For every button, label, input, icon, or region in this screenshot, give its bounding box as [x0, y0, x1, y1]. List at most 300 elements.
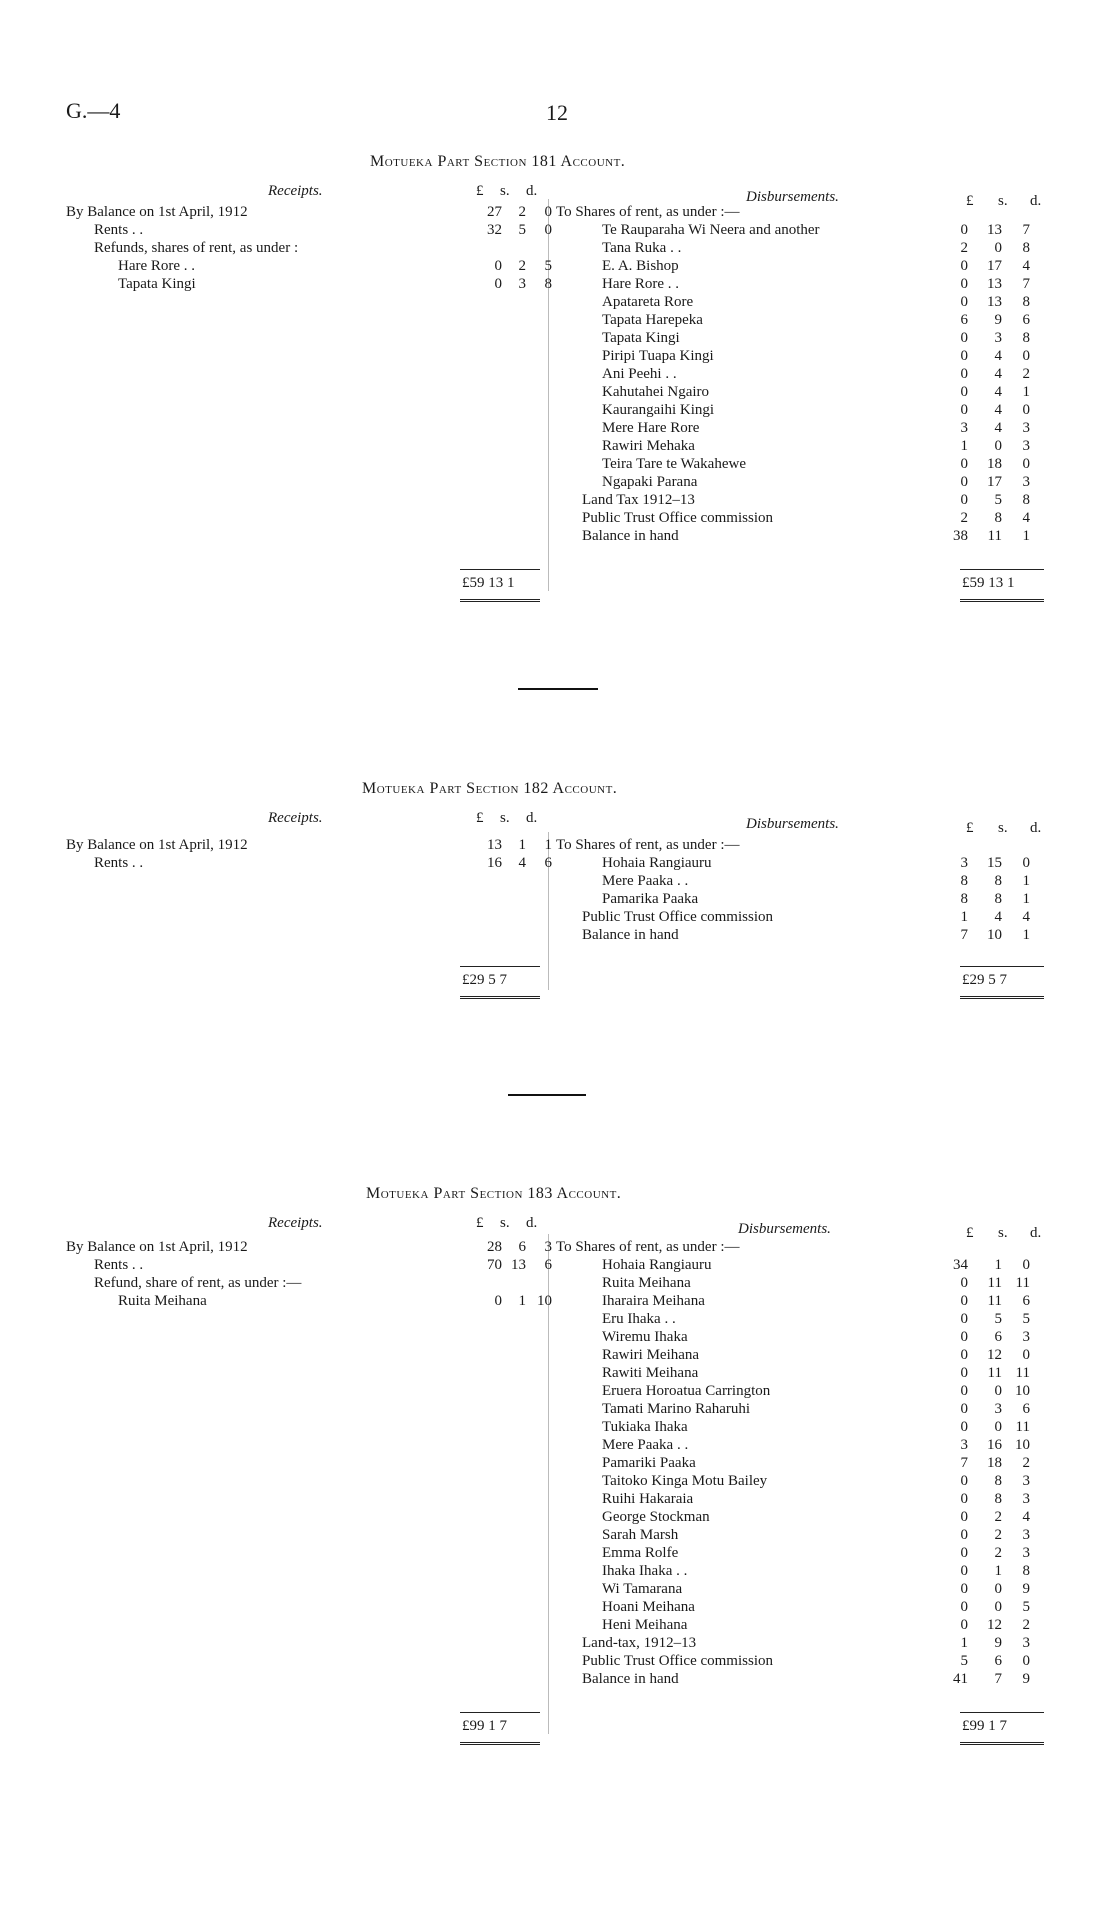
- disbursement-label: Tapata Kingi: [602, 330, 680, 346]
- disbursement-amount-pounds: 0: [960, 1581, 968, 1597]
- receipt-amount-shillings: 13: [511, 1257, 526, 1273]
- disbursement-amount-shillings: 18: [987, 456, 1002, 472]
- disbursements-total-rule: [960, 569, 1044, 570]
- disbursement-amount-shillings: 8: [994, 891, 1002, 907]
- disbursement-amount-shillings: 4: [994, 420, 1002, 436]
- disbursement-label: Tana Ruka . .: [602, 240, 682, 256]
- disbursement-label: Tukiaka Ihaka: [602, 1419, 688, 1435]
- disbursements-col-head: d.: [1030, 1225, 1042, 1241]
- disbursement-label: To Shares of rent, as under :—: [556, 837, 740, 853]
- disbursement-amount-pounds: 0: [960, 456, 968, 472]
- disbursement-amount-pence: 1: [1022, 528, 1030, 544]
- disbursement-amount-pounds: 0: [960, 258, 968, 274]
- receipts-col-head: d.: [526, 1215, 538, 1231]
- section-separator: [518, 688, 598, 690]
- disbursement-label: Mere Paaka . .: [602, 1437, 689, 1453]
- disbursement-amount-shillings: 6: [994, 1653, 1002, 1669]
- disbursement-amount-pence: 9: [1022, 1581, 1030, 1597]
- disbursement-row: [556, 221, 1056, 239]
- receipt-row: [66, 1274, 546, 1292]
- disbursement-amount-pence: 8: [1022, 1563, 1030, 1579]
- disbursement-amount-shillings: 17: [987, 474, 1002, 490]
- disbursement-amount-pounds: 0: [960, 1509, 968, 1525]
- account-title: Motueka Part Section 182 Account.: [362, 780, 618, 797]
- disbursement-amount-shillings: 13: [987, 276, 1002, 292]
- disbursement-amount-pence: 8: [1022, 330, 1030, 346]
- disbursement-amount-shillings: 16: [987, 1437, 1002, 1453]
- disbursement-label: Land Tax 1912–13: [582, 492, 695, 508]
- disbursement-amount-shillings: 11: [987, 1293, 1002, 1309]
- disbursement-amount-pounds: 1: [960, 1635, 968, 1651]
- disbursement-amount-pence: 3: [1022, 474, 1030, 490]
- disbursement-label: Sarah Marsh: [602, 1527, 679, 1543]
- disbursement-amount-pounds: 0: [960, 402, 968, 418]
- receipts-total: £99 1 7: [462, 1718, 507, 1734]
- disbursement-label: Ani Peehi . .: [602, 366, 677, 382]
- receipts-total-rule: [460, 569, 540, 570]
- receipt-row: [66, 854, 552, 872]
- disbursement-amount-pounds: 0: [960, 1527, 968, 1543]
- disbursement-amount-shillings: 3: [994, 1401, 1002, 1417]
- disbursement-amount-pounds: 0: [960, 492, 968, 508]
- disbursement-amount-pounds: 1: [960, 909, 968, 925]
- receipts-col-head: £: [476, 183, 484, 199]
- disbursement-amount-pounds: 0: [960, 474, 968, 490]
- disbursement-amount-pounds: 0: [960, 1599, 968, 1615]
- disbursement-amount-shillings: 8: [994, 873, 1002, 889]
- disbursement-row: [556, 1526, 1056, 1544]
- receipt-amount-shillings: 3: [518, 276, 526, 292]
- receipts-col-head: £: [476, 1215, 484, 1231]
- disbursement-label: Hare Rore . .: [602, 276, 680, 292]
- receipts-double-rule: [460, 1742, 540, 1745]
- disbursements-double-rule: [960, 599, 1044, 602]
- disbursement-amount-shillings: 1: [994, 1257, 1002, 1273]
- receipt-amount-shillings: 1: [518, 1293, 526, 1309]
- receipt-amount-pence: 8: [544, 276, 552, 292]
- disbursement-row: [556, 1580, 1056, 1598]
- disbursement-amount-pence: 4: [1022, 909, 1030, 925]
- disbursement-amount-shillings: 4: [994, 384, 1002, 400]
- disbursement-amount-pounds: 7: [960, 1455, 968, 1471]
- receipt-row: [66, 221, 552, 239]
- disbursement-amount-pounds: 0: [960, 1401, 968, 1417]
- disbursement-row: [556, 347, 1056, 365]
- disbursement-amount-pence: 4: [1022, 510, 1030, 526]
- disbursement-amount-pounds: 2: [960, 240, 968, 256]
- disbursement-amount-shillings: 1: [994, 1563, 1002, 1579]
- disbursement-amount-pounds: 8: [960, 891, 968, 907]
- disbursement-row: [556, 491, 1056, 509]
- disbursement-label: Eruera Horoatua Carrington: [602, 1383, 771, 1399]
- disbursements-col-head: s.: [998, 820, 1008, 836]
- disbursement-label: Piripi Tuapa Kingi: [602, 348, 714, 364]
- disbursement-label: Eru Ihaka . .: [602, 1311, 676, 1327]
- disbursement-label: Hohaia Rangiauru: [602, 855, 712, 871]
- disbursement-amount-pounds: 2: [960, 510, 968, 526]
- receipt-amount-shillings: 6: [518, 1239, 526, 1255]
- disbursement-label: George Stockman: [602, 1509, 710, 1525]
- disbursements-col-head: d.: [1030, 193, 1042, 209]
- disbursement-row: [556, 908, 1056, 926]
- disbursement-row: [556, 509, 1056, 527]
- disbursement-label: Wiremu Ihaka: [602, 1329, 688, 1345]
- disbursement-row: [556, 257, 1056, 275]
- disbursement-label: Ngapaki Parana: [602, 474, 698, 490]
- disbursement-label: Ruihi Hakaraia: [602, 1491, 694, 1507]
- receipt-row: [66, 836, 552, 854]
- disbursement-row: [556, 239, 1056, 257]
- disbursement-amount-shillings: 4: [994, 366, 1002, 382]
- disbursements-heading: Disbursements.: [746, 816, 839, 832]
- disbursement-amount-pounds: 0: [960, 1617, 968, 1633]
- disbursement-amount-shillings: 0: [994, 1599, 1002, 1615]
- receipts-heading: Receipts.: [268, 810, 323, 826]
- disbursement-label: Ihaka Ihaka . .: [602, 1563, 688, 1579]
- disbursement-row: [556, 1346, 1056, 1364]
- disbursement-label: To Shares of rent, as under :—: [556, 204, 740, 220]
- disbursement-row: [556, 1454, 1056, 1472]
- disbursement-amount-pounds: 0: [960, 330, 968, 346]
- disbursement-label: Pamariki Paaka: [602, 1455, 696, 1471]
- disbursements-double-rule: [960, 996, 1044, 999]
- disbursement-amount-shillings: 3: [994, 330, 1002, 346]
- disbursement-amount-pounds: 0: [960, 294, 968, 310]
- disbursement-amount-shillings: 8: [994, 510, 1002, 526]
- disbursement-amount-shillings: 10: [987, 927, 1002, 943]
- receipt-amount-pounds: 28: [487, 1239, 502, 1255]
- disbursement-amount-shillings: 5: [994, 1311, 1002, 1327]
- disbursement-row: [556, 854, 1056, 872]
- receipts-total: £29 5 7: [462, 972, 507, 988]
- disbursement-amount-pence: 3: [1022, 1491, 1030, 1507]
- disbursement-amount-pounds: 0: [960, 1419, 968, 1435]
- disbursement-amount-pounds: 0: [960, 384, 968, 400]
- disbursement-amount-pounds: 8: [960, 873, 968, 889]
- disbursement-amount-pounds: 0: [960, 366, 968, 382]
- disbursement-amount-shillings: 11: [987, 528, 1002, 544]
- receipt-amount-pence: 0: [544, 204, 552, 220]
- disbursements-total-rule: [960, 1712, 1044, 1713]
- disbursement-amount-shillings: 0: [994, 240, 1002, 256]
- receipt-amount-pence: 3: [544, 1239, 552, 1255]
- receipt-label: Ruita Meihana: [118, 1293, 207, 1309]
- disbursement-amount-shillings: 11: [987, 1365, 1002, 1381]
- disbursement-label: Taitoko Kinga Motu Bailey: [602, 1473, 768, 1489]
- disbursement-row: [556, 1598, 1056, 1616]
- disbursement-amount-pounds: 0: [960, 1347, 968, 1363]
- disbursement-row: [556, 1490, 1056, 1508]
- disbursement-label: Mere Paaka . .: [602, 873, 689, 889]
- disbursements-total: £99 1 7: [962, 1718, 1007, 1734]
- disbursement-row: [556, 311, 1056, 329]
- disbursement-label: Te Rauparaha Wi Neera and another: [602, 222, 820, 238]
- disbursement-amount-pence: 1: [1022, 873, 1030, 889]
- disbursement-row: [556, 527, 1056, 545]
- disbursement-amount-pence: 4: [1022, 1509, 1030, 1525]
- disbursement-amount-shillings: 2: [994, 1545, 1002, 1561]
- disbursement-label: Land-tax, 1912–13: [582, 1635, 697, 1651]
- receipts-col-head: s.: [500, 1215, 510, 1231]
- receipt-row: [66, 1238, 552, 1256]
- disbursement-amount-pounds: 0: [960, 1365, 968, 1381]
- disbursement-amount-shillings: 2: [994, 1509, 1002, 1525]
- disbursement-amount-pence: 0: [1022, 855, 1030, 871]
- disbursement-row: [556, 926, 1056, 944]
- disbursement-amount-pence: 6: [1022, 1293, 1030, 1309]
- disbursement-amount-shillings: 0: [994, 1581, 1002, 1597]
- disbursement-amount-pence: 11: [1015, 1419, 1030, 1435]
- page-number: 12: [546, 100, 568, 125]
- receipt-row: [66, 275, 552, 293]
- disbursement-row: [556, 1310, 1056, 1328]
- receipt-amount-pounds: 13: [487, 837, 502, 853]
- receipts-double-rule: [460, 599, 540, 602]
- receipt-amount-pounds: 27: [487, 204, 502, 220]
- disbursement-label: To Shares of rent, as under :—: [556, 1239, 740, 1255]
- receipt-amount-pounds: 16: [487, 855, 502, 871]
- disbursement-amount-pounds: 3: [960, 1437, 968, 1453]
- disbursement-amount-pounds: 0: [960, 348, 968, 364]
- disbursement-label: Rawiti Meihana: [602, 1365, 699, 1381]
- receipt-label: By Balance on 1st April, 1912: [66, 837, 248, 853]
- disbursement-amount-pounds: 3: [960, 855, 968, 871]
- disbursement-amount-pence: 10: [1015, 1437, 1030, 1453]
- disbursement-amount-pence: 0: [1022, 456, 1030, 472]
- disbursement-amount-shillings: 12: [987, 1617, 1002, 1633]
- disbursement-label: Hohaia Rangiauru: [602, 1257, 712, 1273]
- disbursement-label: Public Trust Office commission: [582, 1653, 773, 1669]
- disbursement-amount-pounds: 0: [960, 1329, 968, 1345]
- disbursement-amount-shillings: 18: [987, 1455, 1002, 1471]
- disbursement-amount-pence: 6: [1022, 312, 1030, 328]
- disbursement-row: [556, 1544, 1056, 1562]
- disbursement-amount-shillings: 7: [994, 1671, 1002, 1687]
- disbursement-amount-pence: 0: [1022, 348, 1030, 364]
- disbursement-amount-pence: 6: [1022, 1401, 1030, 1417]
- disbursement-label: Tamati Marino Raharuhi: [602, 1401, 751, 1417]
- disbursement-row: [556, 1472, 1056, 1490]
- receipts-total: £59 13 1: [462, 575, 515, 591]
- disbursements-total-rule: [960, 966, 1044, 967]
- receipt-label: By Balance on 1st April, 1912: [66, 204, 248, 220]
- receipt-label: Rents . .: [94, 855, 144, 871]
- disbursement-amount-shillings: 0: [994, 438, 1002, 454]
- disbursement-label: Iharaira Meihana: [602, 1293, 705, 1309]
- disbursement-amount-pence: 7: [1022, 222, 1030, 238]
- section-separator: [508, 1094, 586, 1096]
- disbursement-label: Balance in hand: [582, 1671, 679, 1687]
- disbursement-amount-shillings: 11: [987, 1275, 1002, 1291]
- receipt-amount-pence: 6: [544, 855, 552, 871]
- receipts-col-head: d.: [526, 183, 538, 199]
- disbursement-amount-pounds: 0: [960, 1275, 968, 1291]
- disbursement-amount-pounds: 0: [960, 1563, 968, 1579]
- disbursement-label: Balance in hand: [582, 528, 679, 544]
- disbursement-label: Kaurangaihi Kingi: [602, 402, 715, 418]
- disbursement-amount-pounds: 5: [960, 1653, 968, 1669]
- disbursements-double-rule: [960, 1742, 1044, 1745]
- disbursement-label: Rawiri Mehaka: [602, 438, 695, 454]
- receipt-row: [66, 239, 546, 257]
- disbursement-amount-pounds: 0: [960, 1311, 968, 1327]
- disbursement-row: [556, 473, 1056, 491]
- receipt-amount-pounds: 0: [494, 258, 502, 274]
- disbursement-label: Hoani Meihana: [602, 1599, 695, 1615]
- receipt-row: [66, 1292, 552, 1310]
- document-reference: G.—4: [66, 98, 121, 123]
- disbursement-amount-shillings: 8: [994, 1491, 1002, 1507]
- disbursements-col-head: £: [966, 820, 974, 836]
- disbursement-row: [556, 1634, 1056, 1652]
- disbursement-row: [556, 455, 1056, 473]
- disbursement-amount-shillings: 9: [994, 312, 1002, 328]
- disbursement-amount-pence: 3: [1022, 1527, 1030, 1543]
- disbursements-col-head: d.: [1030, 820, 1042, 836]
- disbursement-row: [556, 890, 1056, 908]
- disbursement-row: [556, 437, 1056, 455]
- disbursement-amount-shillings: 9: [994, 1635, 1002, 1651]
- receipt-row: [66, 1256, 552, 1274]
- disbursement-amount-pence: 3: [1022, 438, 1030, 454]
- disbursement-label: Balance in hand: [582, 927, 679, 943]
- disbursement-label: Pamarika Paaka: [602, 891, 699, 907]
- disbursement-amount-pence: 3: [1022, 1545, 1030, 1561]
- receipt-amount-pence: 1: [544, 837, 552, 853]
- disbursement-amount-shillings: 0: [994, 1419, 1002, 1435]
- receipt-row: [66, 257, 552, 275]
- disbursement-label: Apatareta Rore: [602, 294, 694, 310]
- disbursement-row: [556, 1364, 1056, 1382]
- disbursement-amount-pence: 0: [1022, 1257, 1030, 1273]
- disbursement-row: [556, 1616, 1056, 1634]
- disbursement-row: [556, 1400, 1056, 1418]
- disbursement-row: [556, 383, 1056, 401]
- disbursement-amount-pounds: 1: [960, 438, 968, 454]
- disbursement-amount-pence: 11: [1015, 1365, 1030, 1381]
- disbursement-amount-pence: 5: [1022, 1311, 1030, 1327]
- disbursement-amount-pence: 0: [1022, 402, 1030, 418]
- disbursement-row: [556, 401, 1056, 419]
- disbursement-amount-pence: 4: [1022, 258, 1030, 274]
- disbursement-amount-pence: 1: [1022, 891, 1030, 907]
- disbursement-amount-shillings: 13: [987, 294, 1002, 310]
- disbursement-label: Rawiri Meihana: [602, 1347, 700, 1363]
- disbursement-amount-pounds: 34: [953, 1257, 968, 1273]
- disbursement-row: [556, 1436, 1056, 1454]
- disbursement-amount-pounds: 0: [960, 222, 968, 238]
- receipt-amount-pence: 5: [544, 258, 552, 274]
- disbursement-amount-pence: 3: [1022, 1473, 1030, 1489]
- disbursement-amount-pence: 11: [1015, 1275, 1030, 1291]
- disbursement-amount-shillings: 0: [994, 1383, 1002, 1399]
- disbursement-amount-shillings: 2: [994, 1527, 1002, 1543]
- disbursement-amount-pence: 9: [1022, 1671, 1030, 1687]
- disbursement-amount-shillings: 8: [994, 1473, 1002, 1489]
- disbursement-row: [556, 419, 1056, 437]
- disbursement-amount-pence: 3: [1022, 420, 1030, 436]
- disbursement-amount-shillings: 4: [994, 402, 1002, 418]
- receipts-heading: Receipts.: [268, 183, 323, 199]
- disbursement-row: [556, 293, 1056, 311]
- disbursement-amount-shillings: 13: [987, 222, 1002, 238]
- disbursement-amount-shillings: 17: [987, 258, 1002, 274]
- disbursements-col-head: s.: [998, 1225, 1008, 1241]
- receipts-col-head: £: [476, 810, 484, 826]
- receipts-heading: Receipts.: [268, 1215, 323, 1231]
- disbursement-row: [556, 836, 1056, 854]
- receipt-label: Rents . .: [94, 1257, 144, 1273]
- disbursement-label: Wi Tamarana: [602, 1581, 683, 1597]
- disbursement-amount-pence: 8: [1022, 492, 1030, 508]
- receipt-amount-pence: 10: [537, 1293, 552, 1309]
- receipt-amount-shillings: 5: [518, 222, 526, 238]
- disbursement-amount-shillings: 4: [994, 348, 1002, 364]
- disbursement-amount-pence: 1: [1022, 927, 1030, 943]
- receipts-col-head: s.: [500, 183, 510, 199]
- receipt-label: Hare Rore . .: [118, 258, 196, 274]
- disbursement-row: [556, 1274, 1056, 1292]
- disbursement-amount-pounds: 41: [953, 1671, 968, 1687]
- disbursement-amount-pence: 10: [1015, 1383, 1030, 1399]
- disbursement-row: [556, 1238, 1056, 1256]
- disbursement-amount-pounds: 3: [960, 420, 968, 436]
- receipt-amount-pence: 0: [544, 222, 552, 238]
- disbursement-amount-pence: 0: [1022, 1653, 1030, 1669]
- receipt-amount-pounds: 32: [487, 222, 502, 238]
- disbursement-amount-shillings: 6: [994, 1329, 1002, 1345]
- disbursements-heading: Disbursements.: [746, 189, 839, 205]
- disbursement-label: Teira Tare te Wakahewe: [602, 456, 746, 472]
- disbursement-row: [556, 1562, 1056, 1580]
- receipt-amount-shillings: 2: [518, 258, 526, 274]
- disbursement-row: [556, 1652, 1056, 1670]
- receipt-label: Tapata Kingi: [118, 276, 196, 292]
- disbursements-col-head: £: [966, 1225, 974, 1241]
- disbursement-amount-shillings: 12: [987, 1347, 1002, 1363]
- disbursement-row: [556, 275, 1056, 293]
- disbursements-col-head: £: [966, 193, 974, 209]
- disbursement-row: [556, 365, 1056, 383]
- disbursement-amount-pence: 0: [1022, 1347, 1030, 1363]
- disbursement-amount-pounds: 0: [960, 1491, 968, 1507]
- receipt-label: Refund, share of rent, as under :—: [94, 1275, 302, 1291]
- disbursement-amount-pence: 3: [1022, 1329, 1030, 1345]
- disbursement-amount-pounds: 0: [960, 1383, 968, 1399]
- account-title: Motueka Part Section 181 Account.: [370, 153, 626, 170]
- disbursement-label: E. A. Bishop: [602, 258, 679, 274]
- disbursement-amount-pence: 5: [1022, 1599, 1030, 1615]
- disbursement-amount-pounds: 0: [960, 276, 968, 292]
- disbursement-label: Kahutahei Ngairo: [602, 384, 710, 400]
- disbursement-label: Public Trust Office commission: [582, 909, 773, 925]
- disbursement-label: Emma Rolfe: [602, 1545, 679, 1561]
- disbursement-amount-shillings: 5: [994, 492, 1002, 508]
- disbursement-row: [556, 329, 1056, 347]
- receipt-row: [66, 203, 552, 221]
- disbursement-label: Public Trust Office commission: [582, 510, 773, 526]
- disbursement-row: [556, 1382, 1056, 1400]
- disbursement-amount-pence: 8: [1022, 240, 1030, 256]
- disbursements-col-head: s.: [998, 193, 1008, 209]
- receipts-double-rule: [460, 996, 540, 999]
- account-title: Motueka Part Section 183 Account.: [366, 1185, 622, 1202]
- receipts-col-head: s.: [500, 810, 510, 826]
- disbursement-amount-pence: 2: [1022, 366, 1030, 382]
- receipts-col-head: d.: [526, 810, 538, 826]
- disbursement-row: [556, 203, 1056, 221]
- disbursement-row: [556, 1508, 1056, 1526]
